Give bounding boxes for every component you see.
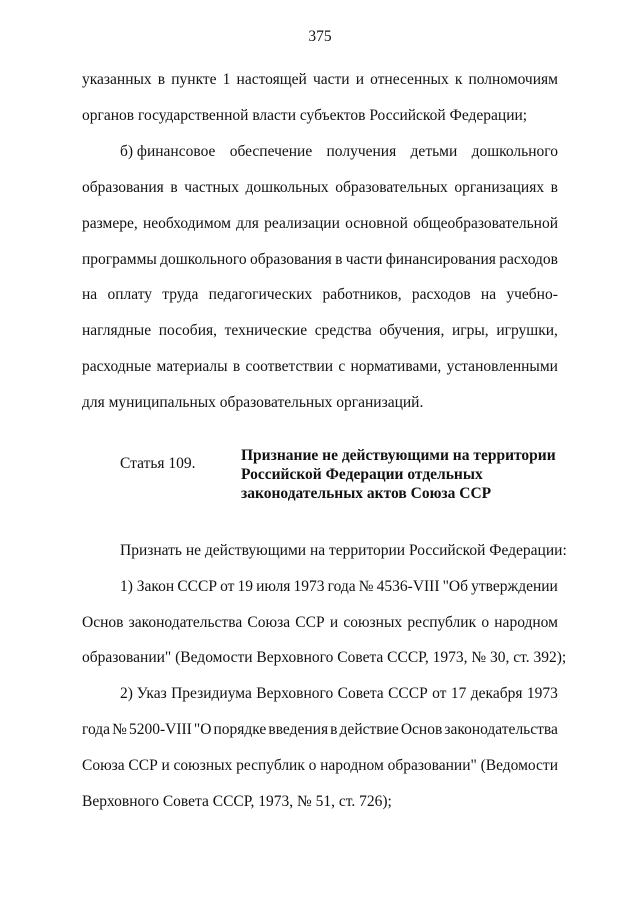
text-line xyxy=(82,357,558,377)
word: Основ xyxy=(400,721,443,738)
text-line xyxy=(120,684,558,704)
word: 1) Закон xyxy=(120,578,175,595)
word: детьми xyxy=(410,143,458,160)
word: педагогических xyxy=(208,286,313,303)
word: утверждении xyxy=(471,578,558,595)
word: дошкольного xyxy=(160,251,247,268)
word: отнесенных xyxy=(370,71,449,88)
word: Верховного xyxy=(256,685,334,702)
word: 1973 xyxy=(526,685,558,702)
word: декабря xyxy=(470,685,523,702)
article-title-line: законодательных актов Союза ССР xyxy=(241,485,492,502)
word: СССР xyxy=(388,685,428,702)
word: 17 xyxy=(450,685,467,702)
word: пункте xyxy=(171,71,217,88)
word: на xyxy=(82,286,98,303)
word: народном xyxy=(494,614,558,631)
text-line: образовании" (Ведомости Верховного Совета СССР, 1973, № 30, ст. 392); xyxy=(82,649,567,666)
word: и xyxy=(329,614,339,631)
word: в xyxy=(330,721,338,738)
word: получения xyxy=(326,143,397,160)
word: организациях xyxy=(454,179,545,196)
word: от xyxy=(220,578,235,595)
word: расходов xyxy=(499,251,558,268)
word: учебно- xyxy=(506,286,558,303)
word: порядке xyxy=(213,721,267,738)
word: необходимом xyxy=(142,215,231,232)
word: обеспечение xyxy=(229,143,313,160)
word: общеобразовательной xyxy=(413,215,558,232)
text-line xyxy=(82,720,558,740)
word: программы xyxy=(82,251,157,268)
text-line xyxy=(82,756,558,776)
word: соответствии xyxy=(245,358,334,375)
word: настоящей xyxy=(236,71,307,88)
word: "Об xyxy=(442,578,469,595)
word: обучения, xyxy=(379,322,445,339)
text-line: для муниципальных образовательных организаций. xyxy=(82,394,424,411)
word: дошкольных xyxy=(245,179,329,196)
article-label: Статья 109. xyxy=(120,455,196,472)
word: части xyxy=(345,251,383,268)
word: игры, xyxy=(451,322,489,339)
word: 19 xyxy=(237,578,253,595)
word: образования xyxy=(82,179,164,196)
word: ССР xyxy=(128,757,158,774)
word: законодательства xyxy=(444,721,558,738)
text-line xyxy=(120,142,558,162)
word: Союза xyxy=(82,757,125,774)
word: б) финансовое xyxy=(120,143,216,160)
page-number: 375 xyxy=(308,28,332,45)
word: установленными xyxy=(446,358,558,375)
word: республик xyxy=(407,614,477,631)
word: нормативами, xyxy=(350,358,442,375)
word: о xyxy=(308,757,317,774)
article-title xyxy=(241,446,561,503)
word: образовании" xyxy=(387,757,477,774)
article-title-line: Признание не действующими на территории xyxy=(241,447,556,464)
word: "О xyxy=(193,721,212,738)
word: работников, xyxy=(322,286,402,303)
word: в xyxy=(550,179,558,196)
word: июля xyxy=(256,578,291,595)
word: 4536-VIII xyxy=(376,578,440,595)
word: финансирования xyxy=(385,251,496,268)
word: технические xyxy=(224,322,308,339)
word: союзных xyxy=(343,614,403,631)
word: расходов xyxy=(411,286,471,303)
word: для xyxy=(236,215,259,232)
word: действие xyxy=(339,721,399,738)
word: труда xyxy=(162,286,199,303)
word: № xyxy=(112,721,127,738)
word: о xyxy=(481,614,490,631)
text-line xyxy=(82,613,558,633)
word: 5200-VIII xyxy=(128,721,192,738)
text-line xyxy=(82,321,558,341)
word: года xyxy=(327,578,356,595)
word: на xyxy=(480,286,497,303)
text-line: Верховного Совета СССР, 1973, № 51, ст. 726); xyxy=(82,793,392,810)
word: размере, xyxy=(82,215,138,232)
word: образовательных xyxy=(335,179,448,196)
article-title-line: Российской Федерации отдельных xyxy=(241,466,483,483)
word: полномочиям xyxy=(468,71,558,88)
word: в xyxy=(170,179,178,196)
word: к xyxy=(454,71,463,88)
text-line xyxy=(120,577,558,597)
word: расходные xyxy=(82,358,152,375)
word: наглядные xyxy=(82,322,152,339)
word: введения xyxy=(268,721,329,738)
word: оплату xyxy=(107,286,153,303)
word: и xyxy=(161,757,170,774)
word: игрушки, xyxy=(496,322,558,339)
word: реализации xyxy=(264,215,340,232)
word: № xyxy=(358,578,374,595)
word: основной xyxy=(345,215,408,232)
text-line xyxy=(82,285,558,305)
word: и xyxy=(355,71,364,88)
word: Президиума xyxy=(171,685,252,702)
text-line xyxy=(82,70,558,90)
text-line xyxy=(82,214,558,234)
word: Совета xyxy=(337,685,384,702)
word: СССР xyxy=(177,578,217,595)
word: законодательства xyxy=(128,614,243,631)
word: народном xyxy=(320,757,384,774)
word: союзных xyxy=(173,757,233,774)
text-line xyxy=(82,250,558,270)
word: года xyxy=(82,721,111,738)
word: 1 xyxy=(222,71,231,88)
word: (Ведомости xyxy=(480,757,558,774)
text-line xyxy=(82,178,558,198)
word: с xyxy=(338,358,346,375)
word: части xyxy=(312,71,350,88)
word: Союза xyxy=(247,614,291,631)
word: 2) Указ xyxy=(120,685,167,702)
word: частных xyxy=(184,179,239,196)
word: Основ xyxy=(82,614,124,631)
word: дошкольного xyxy=(471,143,558,160)
word: образования xyxy=(249,251,332,268)
word: 1973 xyxy=(293,578,325,595)
word: ССР xyxy=(295,614,325,631)
word: республик xyxy=(236,757,305,774)
intro-line: Признать не действующими на территории Российской Федерации: xyxy=(120,542,567,559)
word: от xyxy=(432,685,447,702)
word: средства xyxy=(314,322,372,339)
text-line: органов государственной власти субъектов Российской Федерации; xyxy=(82,107,528,124)
word: материалы xyxy=(156,358,228,375)
word: в xyxy=(335,251,343,268)
word: в xyxy=(157,71,166,88)
word: в xyxy=(232,358,241,375)
word: пособия, xyxy=(158,322,217,339)
word: указанных xyxy=(82,71,152,88)
